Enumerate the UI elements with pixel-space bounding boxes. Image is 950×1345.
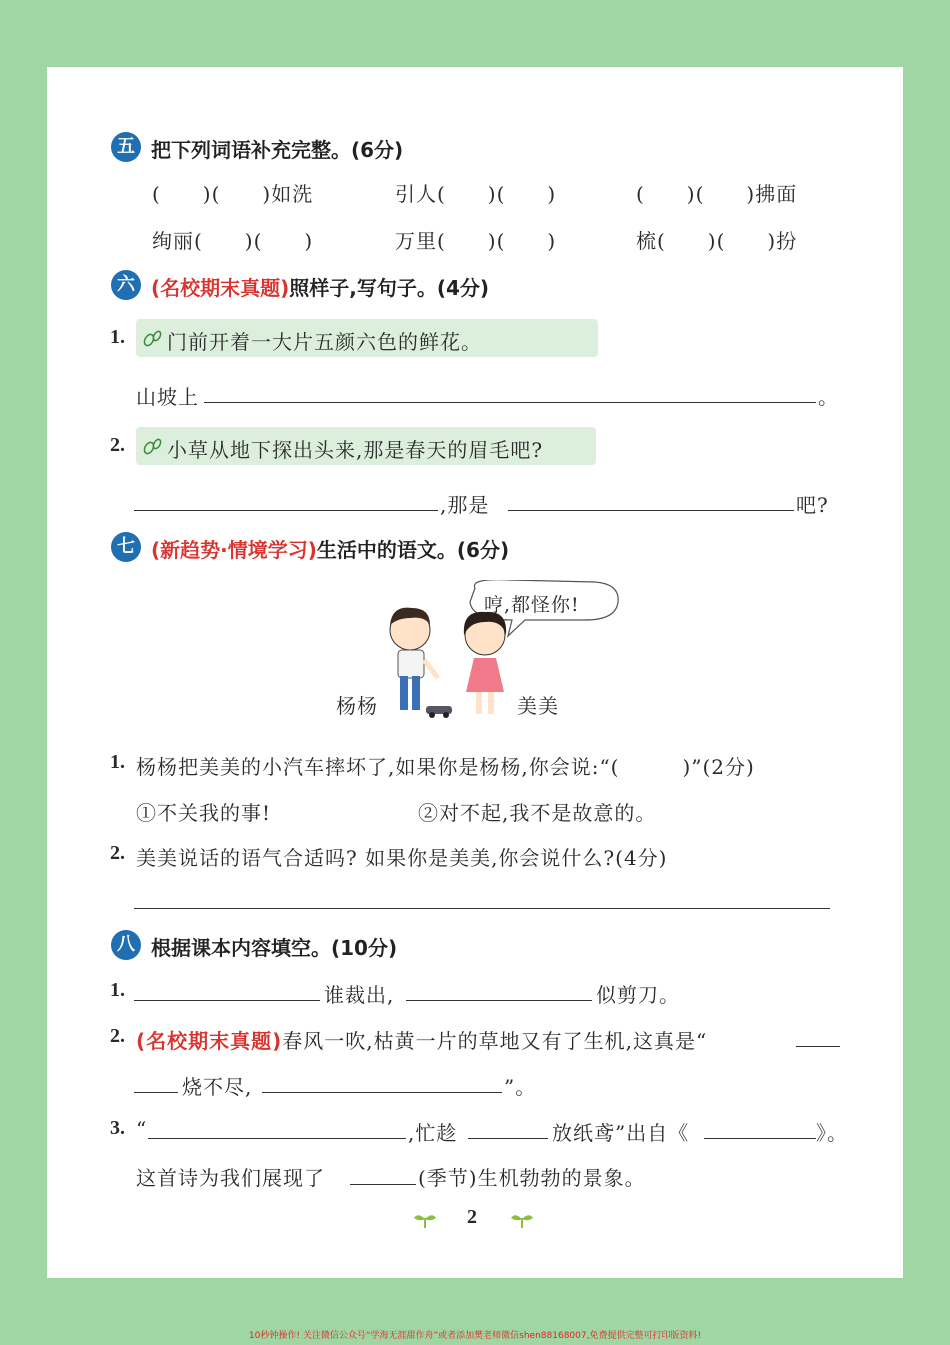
- s6-q1-end: 。: [818, 385, 839, 409]
- s6-q2-number: 2.: [110, 434, 125, 456]
- s8-q2-blank-2[interactable]: [262, 1092, 502, 1093]
- s8-q1-number: 1.: [110, 979, 125, 1001]
- section-7-badge: 七: [111, 532, 141, 562]
- section-6-heading: [151, 272, 489, 301]
- s8-q2-tag: (名校期末真题): [136, 1029, 283, 1053]
- s8-q1-mid: 谁裁出,: [324, 983, 395, 1007]
- section-6-title: 照样子,写句子。(4分): [289, 276, 490, 300]
- s8-q3-line2b: (季节)生机勃勃的景象。: [418, 1166, 646, 1190]
- s7-q2-number: 2.: [110, 842, 125, 864]
- boy-name: 杨杨: [336, 694, 378, 718]
- s8-q3-blank-3[interactable]: [704, 1138, 816, 1139]
- s8-q2-number: 2.: [110, 1025, 125, 1047]
- section-5-title: 把下列词语补充完整。(6分): [151, 138, 404, 162]
- leaf-icon: [142, 436, 164, 456]
- footer-note: 10秒钟操作! 关注微信公众号“学海无涯甜作舟”或者添加樊老师微信shen88168007,免费提供完整可打印版资料!: [248, 1331, 702, 1341]
- s5-row1-item2: 引人( )( ): [395, 182, 557, 206]
- s7-q2-answer-line[interactable]: [134, 908, 830, 909]
- s5-row1-item3: ( )( )拂面: [636, 182, 798, 206]
- s8-q1-blank-2[interactable]: [406, 1000, 592, 1001]
- section-5-badge: 五: [111, 132, 141, 162]
- s8-q2-line1: [136, 1025, 707, 1054]
- leaf-icon: [142, 328, 164, 348]
- s6-q2-answer-line-2[interactable]: [508, 510, 794, 511]
- s8-q3-line2a: 这首诗为我们展现了: [136, 1166, 325, 1190]
- s8-q3-mid1: ,忙趁: [408, 1121, 458, 1145]
- s8-q3-blank-1[interactable]: [148, 1138, 406, 1139]
- section-6-badge: 六: [111, 270, 141, 300]
- s8-q2-line2a: 烧不尽,: [182, 1075, 253, 1099]
- section-7-tag: (新趋势·情境学习): [151, 538, 317, 562]
- section-6-tag: (名校期末真题): [151, 276, 290, 300]
- s7-q2-text: 美美说话的语气合适吗? 如果你是美美,你会说什么?(4分): [136, 846, 668, 870]
- s8-q3-mid2: 放纸鸢”出自《: [552, 1121, 690, 1145]
- s8-q3-open-quote: “: [136, 1117, 148, 1141]
- s7-q1-option-1[interactable]: ①不关我的事!: [136, 801, 272, 825]
- section-8-title: 根据课本内容填空。(10分): [151, 936, 398, 960]
- s8-q3-blank-4[interactable]: [350, 1184, 416, 1185]
- s5-row2-item3: 梳( )( )扮: [636, 229, 798, 253]
- s8-q2-text: 春风一吹,枯黄一片的草地又有了生机,这真是“: [282, 1029, 708, 1053]
- section-7-title: 生活中的语文。(6分): [316, 538, 510, 562]
- s6-q1-answer-line[interactable]: [204, 402, 816, 403]
- s6-q1-number: 1.: [110, 326, 125, 348]
- s8-q1-blank-1[interactable]: [134, 1000, 320, 1001]
- s6-q2-end: 吧?: [796, 493, 829, 517]
- section-8-badge: 八: [111, 930, 141, 960]
- sprout-icon-left: [412, 1210, 438, 1230]
- s8-q3-number: 3.: [110, 1117, 125, 1139]
- s6-q2-answer-line-1[interactable]: [134, 510, 438, 511]
- speech-bubble-text: 哼,都怪你!: [484, 594, 580, 616]
- s8-q1-end: 似剪刀。: [596, 983, 680, 1007]
- s7-q1-number: 1.: [110, 751, 125, 773]
- s8-q2-blank-1b[interactable]: [134, 1092, 178, 1093]
- s6-q2-example: 小草从地下探出头来,那是春天的眉毛吧?: [167, 438, 544, 462]
- s6-q1-example: 门前开着一大片五颜六色的鲜花。: [167, 330, 482, 354]
- s6-q1-prefix: 山坡上: [136, 385, 199, 409]
- s6-q2-mid: ,那是: [440, 493, 490, 517]
- section-7-heading: [151, 534, 509, 563]
- s5-row2-item2: 万里( )( ): [395, 229, 557, 253]
- s8-q3-blank-2[interactable]: [468, 1138, 548, 1139]
- s8-q3-end: 》。: [816, 1121, 848, 1145]
- s7-q1-option-2[interactable]: ②对不起,我不是故意的。: [418, 801, 657, 825]
- sprout-icon-right: [509, 1210, 535, 1230]
- girl-name: 美美: [517, 694, 559, 718]
- s8-q2-line2b: ”。: [504, 1075, 537, 1099]
- s5-row2-item1: 绚丽( )( ): [152, 229, 314, 253]
- s5-row1-item1: ( )( )如洗: [152, 182, 314, 206]
- s7-q1-text: 杨杨把美美的小汽车摔坏了,如果你是杨杨,你会说:“( )”(2分): [136, 755, 755, 779]
- page-number: 2: [467, 1206, 477, 1228]
- s8-q2-blank-1a[interactable]: [796, 1046, 840, 1047]
